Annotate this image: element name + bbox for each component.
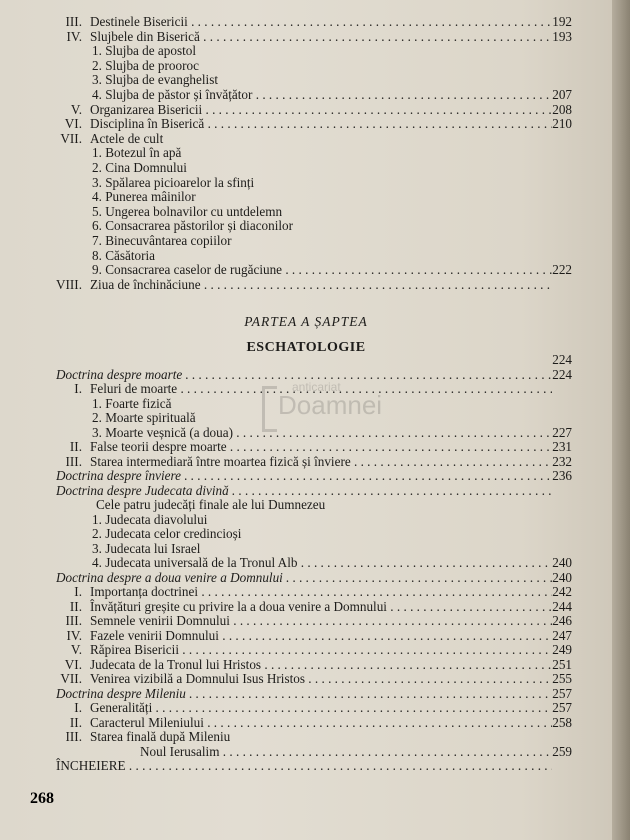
- toc-row-title: [92, 160, 187, 176]
- toc-row-title: [90, 131, 163, 147]
- toc-row-title: [90, 116, 552, 132]
- part-title: PARTEA A ȘAPTEA: [244, 314, 368, 329]
- toc-row-title-text: 4. Punerea mâinilor: [92, 189, 196, 205]
- toc-row-title-text: 1. Slujba de apostol: [92, 43, 197, 59]
- toc-row-page: 257: [552, 685, 572, 701]
- toc-row-title-text: Răpirea Bisericii: [90, 642, 179, 657]
- toc-row: [0, 87, 612, 103]
- toc-row-title-text: 3. Slujba de evanghelist: [92, 72, 218, 88]
- toc-row-title-text: 8. Căsătoria: [92, 247, 155, 263]
- toc-row-title-text: 2. Moarte spirituală: [92, 410, 196, 425]
- toc-row-title-text: Fazele venirii Domnului: [90, 627, 219, 643]
- toc-row-title-text: 7. Binecuvântarea copiilor: [92, 233, 232, 248]
- toc-row-number: I.: [74, 381, 82, 396]
- toc-row-title: [92, 204, 282, 220]
- toc-row-title-text: Doctrina despre a doua venire a Domnului: [56, 569, 283, 585]
- toc-row-page: 231: [552, 439, 572, 454]
- toc-row-number: II.: [69, 439, 82, 454]
- toc-row: [0, 131, 612, 147]
- toc-row: [0, 189, 612, 205]
- toc-row-number: VI.: [64, 656, 82, 672]
- page-number: 268: [30, 790, 54, 807]
- toc-row-title-text: Starea intermediară între moartea fizică și înviere: [90, 453, 351, 469]
- toc-row-title-text: 2. Judecata celor credincioși: [92, 526, 242, 541]
- toc-row-page: 227: [552, 424, 572, 440]
- toc-row-title-text: Destinele Bisericii: [90, 14, 188, 29]
- toc-row: [0, 233, 612, 249]
- toc-row-title-text: 4. Slujba de păstor și învățător: [92, 87, 253, 102]
- toc-row-title-text: 1. Foarte fizică: [92, 395, 172, 411]
- toc-row-page: 236: [552, 468, 572, 483]
- toc-row-number: II.: [69, 714, 82, 730]
- toc-row-title: [92, 145, 181, 161]
- toc-row-title: [90, 29, 552, 45]
- toc-row: [0, 58, 612, 74]
- toc-row-title-text: Organizarea Bisericii: [90, 101, 203, 117]
- toc-row-number: I.: [74, 584, 82, 599]
- toc-row-title-text: Învățături greșite cu privire la a doua venire a Domnului: [90, 598, 387, 614]
- toc-row-title: [92, 43, 196, 59]
- toc-row-title: [92, 175, 254, 191]
- toc-row-title-text: Venirea vizibilă a Domnului Isus Hristos: [90, 671, 305, 686]
- toc-row: [0, 175, 612, 191]
- toc-row-page: 242: [552, 584, 572, 599]
- toc-row-title: [56, 758, 552, 774]
- toc-row-page: 224: [552, 352, 572, 367]
- toc-row-page: 208: [552, 101, 572, 117]
- toc-row-title-text: 9. Consacrarea caselor de rugăciune: [92, 262, 283, 278]
- toc-row-number: III.: [65, 729, 82, 744]
- toc-row-title: [90, 14, 552, 30]
- toc-row-page: 193: [552, 28, 572, 44]
- toc-row-title-text: 5. Ungerea bolnavilor cu untdelemn: [92, 203, 283, 219]
- toc-row-title-text: Importanța doctrinei: [90, 584, 199, 599]
- toc-row: [0, 204, 612, 220]
- toc-row-page: 222: [552, 262, 572, 278]
- toc-row: [0, 277, 612, 293]
- toc-row-title-text: Doctrina despre înviere: [56, 468, 182, 483]
- toc-row-title-text: 6. Consacrarea păstorilor și diaconilor: [92, 218, 294, 234]
- toc-row-title-text: Feluri de moarte: [90, 381, 178, 396]
- toc-row-title-text: Judecata de la Tronul lui Hristos: [90, 656, 262, 672]
- toc-row-page: 192: [552, 14, 572, 29]
- toc-row-number: V.: [70, 642, 82, 657]
- toc-row-title-text: ÎNCHEIERE: [56, 758, 126, 773]
- toc-row-title-text: 1. Botezul în apă: [92, 145, 182, 161]
- toc-row-title-text: Ziua de închinăciune: [90, 276, 201, 292]
- toc-row-title-text: Doctrina despre moarte: [56, 366, 183, 382]
- section-title: ESCHATOLOGIE: [246, 340, 366, 355]
- toc-row-title-text: Generalități: [90, 700, 153, 715]
- toc-row-page: 255: [552, 671, 572, 686]
- toc-row-number: II.: [69, 598, 82, 614]
- toc-row-number: VI.: [64, 116, 82, 132]
- toc-row-title-text: 2. Slujba de prooroc: [92, 57, 199, 73]
- toc-row: [0, 248, 612, 264]
- toc-row-title-text: 3. Moarte veșnică (a doua): [92, 424, 233, 440]
- toc-row-title: [92, 233, 232, 249]
- toc-row-title-text: Semnele venirii Domnului: [90, 613, 230, 628]
- watermark-top: anticariat: [292, 380, 341, 394]
- toc-row: [0, 14, 612, 30]
- toc-row-title-text: Actele de cult: [90, 130, 164, 146]
- toc-row-title-text: Cele patru judecăți finale ale lui Dumnezeu: [96, 497, 326, 512]
- toc-row-title: [92, 58, 199, 74]
- toc-row-title: [90, 277, 552, 293]
- toc-row-page: 249: [552, 642, 572, 657]
- toc-row-page: 251: [552, 656, 572, 672]
- toc-row-page: 210: [552, 116, 572, 132]
- toc-row-number: VIII.: [56, 276, 82, 292]
- toc-row: [0, 43, 612, 59]
- toc-row-title: [92, 218, 293, 234]
- toc-row-number: III.: [65, 453, 82, 469]
- toc-row-number: IV.: [66, 627, 82, 643]
- toc-row: [0, 145, 612, 161]
- toc-row-title-text: 4. Judecata universală de la Tronul Alb: [92, 555, 298, 570]
- toc-row-page: 257: [552, 700, 572, 715]
- toc-row: [0, 218, 612, 234]
- toc-row-number: IV.: [66, 28, 82, 44]
- toc-row-number: VII.: [60, 130, 82, 146]
- toc-row-title-text: False teorii despre moarte: [90, 439, 227, 454]
- toc-row-number: V.: [70, 101, 82, 117]
- toc-row-title: [92, 248, 155, 264]
- toc-row-title-text: 3. Judecata lui Israel: [92, 540, 201, 556]
- toc-row-title-text: Doctrina despre Judecata divină: [56, 482, 229, 498]
- toc-row-page: 232: [552, 453, 572, 469]
- toc-row: [0, 758, 612, 774]
- toc-row-title-text: Doctrina despre Mileniu: [56, 685, 186, 701]
- toc-row-title-text: Noul Ierusalim: [140, 743, 220, 759]
- toc-row-title-text: 1. Judecata diavolului: [92, 511, 208, 527]
- toc-row-title-text: Caracterul Mileniului: [90, 714, 204, 730]
- toc-row-page: 224: [552, 366, 572, 382]
- toc-row-page: 240: [552, 555, 572, 570]
- toc-row-title: [90, 102, 552, 118]
- toc-row-page: 258: [552, 714, 572, 730]
- toc-row-title-text: Disciplina în Biserică: [90, 116, 205, 132]
- toc-row-number: III.: [65, 14, 82, 29]
- toc-row-title: [92, 72, 218, 88]
- toc-row-page: 247: [552, 627, 572, 643]
- toc-row-number: III.: [65, 613, 82, 628]
- watermark-main: Doamnei: [278, 390, 383, 420]
- toc-row: [0, 102, 612, 118]
- toc-row: [0, 29, 612, 45]
- toc-row-title-text: Starea finală după Mileniu: [90, 729, 231, 744]
- toc-row-title: [92, 87, 552, 103]
- toc-row-page: 207: [552, 87, 572, 102]
- toc-row-title: [92, 189, 196, 205]
- toc-row-title-text: 3. Spălarea picioarelor la sfinți: [92, 174, 255, 190]
- toc-row-page: 244: [552, 598, 572, 614]
- toc-row-title: [92, 262, 552, 278]
- toc-row: [0, 262, 612, 278]
- toc-row-page: 240: [552, 569, 572, 585]
- toc-row: [0, 116, 612, 132]
- toc-row-title-text: Slujbele din Biserică: [90, 28, 200, 44]
- toc-row-number: VII.: [60, 671, 82, 686]
- toc-row-number: I.: [74, 700, 82, 715]
- toc-row-title-text: 2. Cina Domnului: [92, 160, 187, 175]
- toc-row: [0, 160, 612, 176]
- toc-row-page: 259: [552, 743, 572, 759]
- page-edge: [612, 0, 630, 840]
- toc-row: [0, 72, 612, 88]
- toc-row-page: 246: [552, 613, 572, 628]
